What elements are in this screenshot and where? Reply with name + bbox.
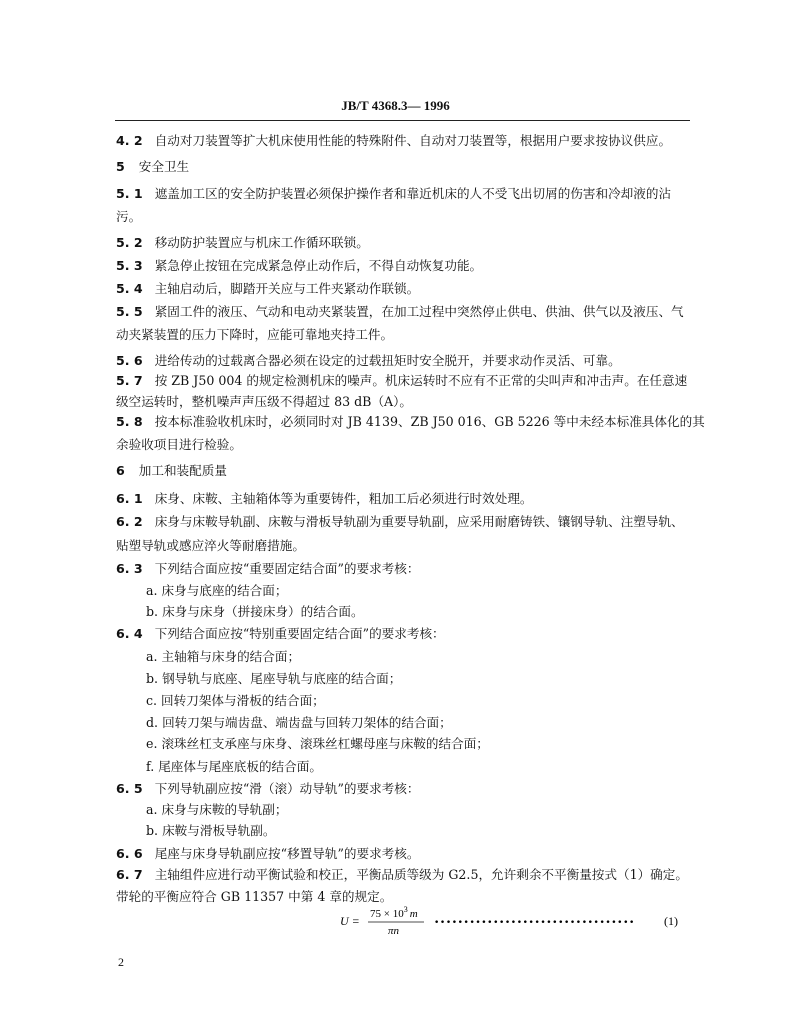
clause-text: b. 床鞍与滑板导轨副。	[146, 823, 276, 838]
clause-text: 级空运转时，整机噪声声压级不得超过 83 dB（A）。	[116, 394, 413, 409]
formula-numerator-exp: 3	[403, 905, 408, 914]
clause-text: d. 回转刀架与端齿盘、端齿盘与回转刀架体的结合面；	[146, 715, 452, 730]
text-line	[116, 625, 696, 643]
clause-text: 自动对刀装置等扩大机床使用性能的特殊附件、自动对刀装置等，根据用户要求按协议供应。	[154, 133, 672, 148]
clause-number: 6. 1	[116, 491, 143, 506]
text-line	[116, 352, 696, 370]
text-line	[116, 393, 696, 411]
clause-text: c. 回转刀架体与滑板的结合面；	[146, 693, 325, 708]
clause-text: e. 滚珠丝杠支承座与床身、滚珠丝杠螺母座与床鞍的结合面；	[146, 736, 489, 751]
clause-number: 4. 2	[116, 133, 143, 148]
clause-number: 5. 8	[116, 414, 143, 429]
text-line	[116, 303, 696, 321]
clause-number: 5	[116, 159, 125, 174]
text-line	[116, 326, 696, 344]
clause-text: a. 主轴箱与床身的结合面；	[146, 649, 301, 664]
clause-text: 尾座与床身导轨副应按“移置导轨”的要求考核。	[154, 846, 420, 861]
clause-number: 6	[116, 463, 125, 478]
formula-svg	[326, 903, 690, 939]
formula-numerator	[370, 905, 418, 920]
clause-number: 5. 2	[116, 235, 143, 250]
clause-text: f. 尾座体与尾座底板的结合面。	[146, 759, 322, 774]
text-line	[146, 714, 726, 732]
clause-number: 5. 3	[116, 258, 143, 273]
text-line	[116, 413, 705, 431]
clause-text: 床身与床鞍导轨副、床鞍与滑板导轨副为重要导轨副，应采用耐磨铸铁、镶钢导轨、注塑导轨、	[154, 514, 684, 529]
clause-text: 余验收项目进行检验。	[116, 437, 242, 452]
text-line	[116, 845, 696, 863]
clause-text: 安全卫生	[138, 159, 190, 174]
clause-text: 遮盖加工区的安全防护装置必须保护操作者和靠近机床的人不受飞出切屑的伤害和冷却液的沾	[154, 186, 672, 201]
clause-text: 下列结合面应按“特别重要固定结合面”的要求考核：	[154, 626, 445, 641]
clause-text: 带轮的平衡应符合 GB 11357 中第 4 章的规定。	[116, 889, 393, 904]
clause-number: 5. 6	[116, 353, 143, 368]
clause-number: 5. 1	[116, 186, 143, 201]
clause-text: 主轴启动后，脚踏开关应与工件夹紧动作联锁。	[154, 281, 420, 296]
clause-number: 6. 2	[116, 514, 143, 529]
clause-text: 动夹紧装置的压力下降时，应能可靠地夹持工件。	[116, 327, 394, 342]
formula-lhs: U =	[340, 914, 360, 928]
clause-number: 6. 3	[116, 561, 143, 576]
text-line	[116, 372, 696, 390]
clause-text: a. 床身与床鞍的导轨副；	[146, 802, 288, 817]
text-line	[116, 560, 696, 578]
clause-number: 6. 6	[116, 846, 143, 861]
text-line	[116, 513, 696, 531]
text-line	[116, 257, 696, 275]
text-line	[116, 185, 696, 203]
clause-text: 移动防护装置应与机床工作循环联锁。	[154, 235, 369, 250]
text-line	[116, 537, 696, 555]
clause-text: 床身、床鞍、主轴箱体等为重要铸件，粗加工后必须进行时效处理。	[154, 491, 533, 506]
text-line	[146, 801, 726, 819]
clause-number: 5. 5	[116, 304, 143, 319]
clause-number: 5. 7	[116, 373, 143, 388]
clause-text: 进给传动的过载离合器必须在设定的过载扭矩时安全脱开，并要求动作灵活、可靠。	[154, 353, 621, 368]
formula-number: (1)	[664, 914, 678, 928]
header-rule	[115, 120, 690, 121]
page-number: 2	[118, 955, 124, 969]
text-line	[146, 670, 726, 688]
clause-text: 下列导轨副应按“滑（滚）动导轨”的要求考核：	[154, 781, 420, 796]
clause-text: b. 床身与床身（拼接床身）的结合面。	[146, 604, 364, 619]
clause-number: 6. 7	[116, 867, 143, 882]
clause-text: 主轴组件应进行动平衡试验和校正，平衡品质等级为 G2.5，允许剩余不平衡量按式（1）确定。	[154, 867, 688, 882]
text-line	[146, 648, 726, 666]
text-line	[146, 735, 726, 753]
clause-number: 6. 5	[116, 781, 143, 796]
formula-denominator: πn	[388, 925, 400, 937]
text-line	[116, 234, 696, 252]
clause-text: 紧固工件的液压、气动和电动夹紧装置，在加工过程中突然停止供电、供油、供气以及液压、气	[154, 304, 684, 319]
clause-number: 5. 4	[116, 281, 143, 296]
clause-text: 按本标准验收机床时，必须同时对 JB 4139、ZB J50 016、GB 5226 等中未经本标准具体化的其	[154, 414, 705, 429]
clause-text: 污。	[116, 209, 142, 224]
clause-number: 6. 4	[116, 626, 143, 641]
text-line	[116, 132, 696, 150]
clause-text: 按 ZB J50 004 的规定检测机床的噪声。机床运转时不应有不正常的尖叫声和冲击声。在任意速	[154, 373, 688, 388]
text-line	[146, 758, 726, 776]
formula-1	[326, 903, 690, 939]
text-line	[146, 822, 726, 840]
text-line	[116, 490, 696, 508]
clause-text: 下列结合面应按“重要固定结合面”的要求考核：	[154, 561, 420, 576]
text-line	[116, 780, 696, 798]
page-header: JB/T 4368.3— 1996	[341, 98, 450, 113]
text-line	[146, 603, 726, 621]
clause-text: 紧急停止按钮在完成紧急停止动作后，不得自动恢复功能。	[154, 258, 483, 273]
clause-text: a. 床身与底座的结合面；	[146, 583, 288, 598]
formula-leader-dots: ••••••••••••••••••••••••••••••••••	[434, 918, 635, 928]
formula-numerator-var: m	[409, 908, 418, 920]
text-line	[146, 582, 726, 600]
text-line	[146, 692, 726, 710]
formula-numerator-base: 75 × 10	[370, 908, 404, 920]
text-line	[116, 208, 696, 226]
clause-text: 贴塑导轨或感应淬火等耐磨措施。	[116, 538, 305, 553]
clause-text: 加工和装配质量	[138, 463, 227, 478]
text-line	[116, 158, 696, 176]
text-line	[116, 436, 696, 454]
text-line	[116, 462, 696, 480]
text-line	[116, 280, 696, 298]
clause-text: b. 钢导轨与底座、尾座导轨与底座的结合面；	[146, 671, 402, 686]
text-line	[116, 866, 696, 884]
